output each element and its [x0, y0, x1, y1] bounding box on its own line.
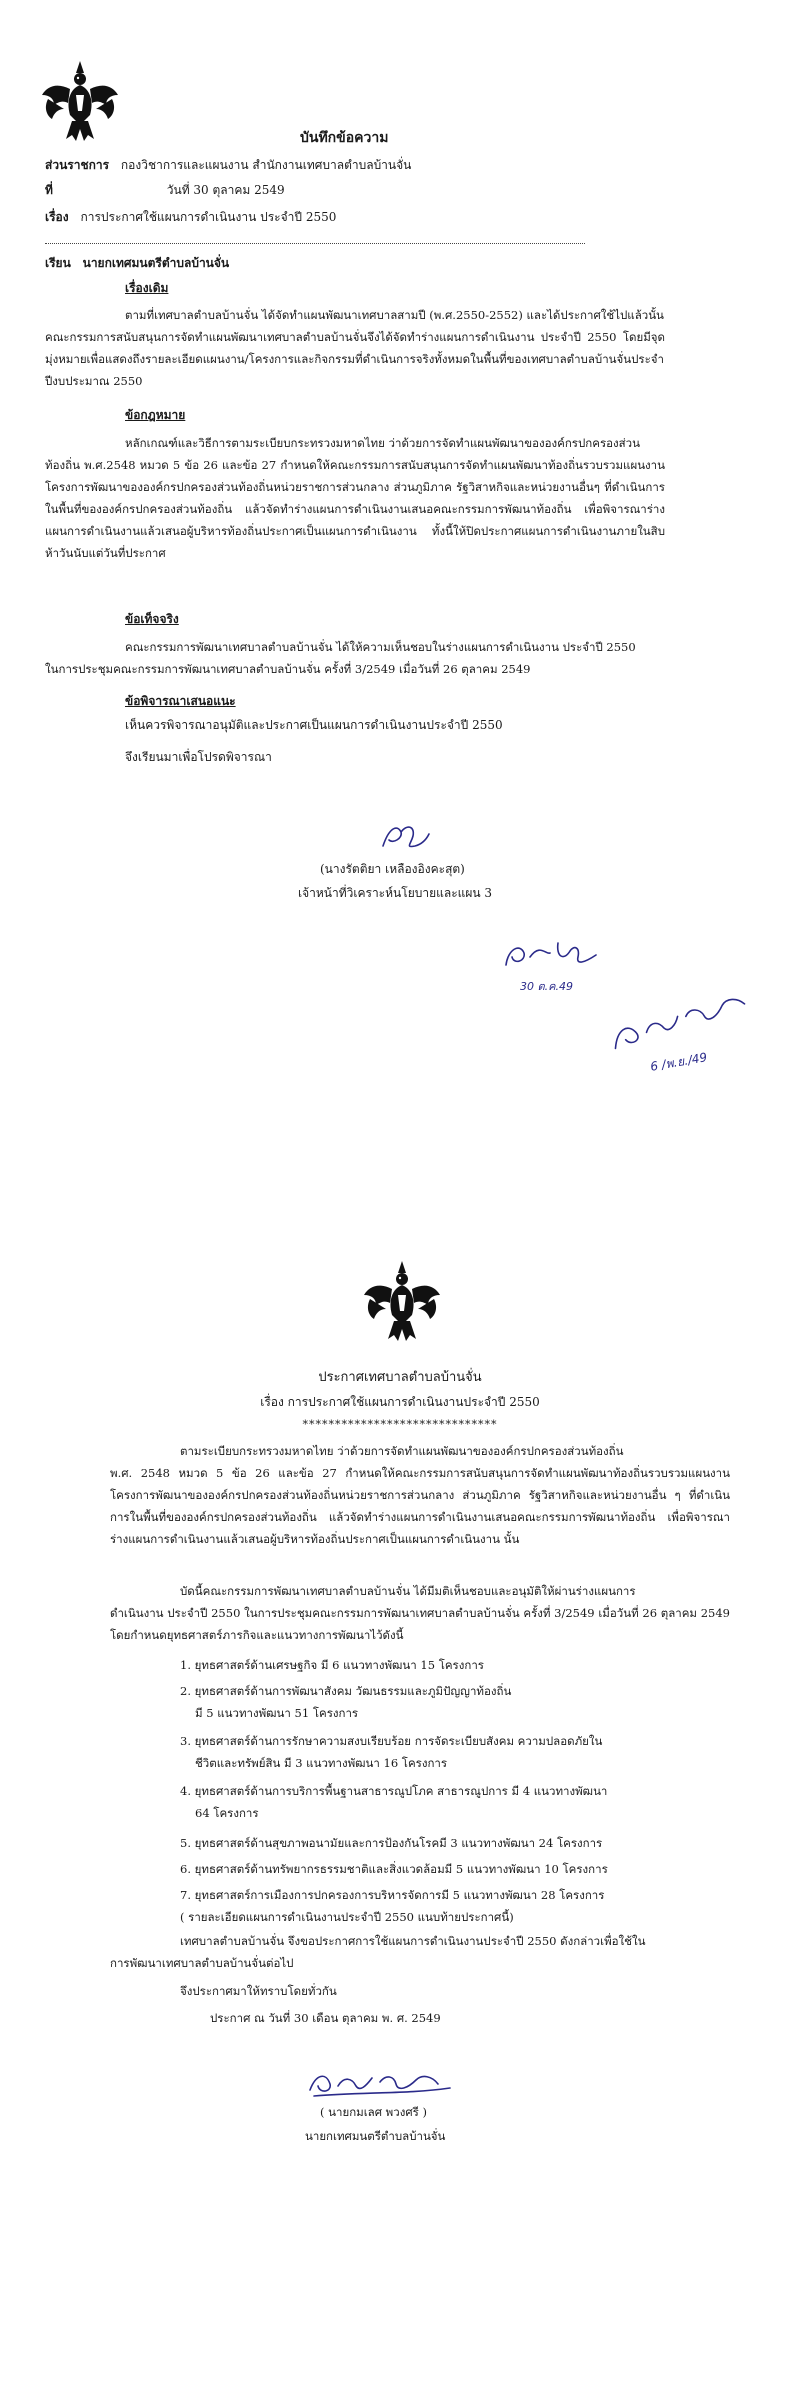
para-text: คณะกรรมการพัฒนาเทศบาลตำบลบ้านจั่น ได้ให้ความเห็นชอบในร่างแผนการดำเนินงาน ประจำปี 2550 [125, 640, 636, 654]
to-label: เรียน [45, 256, 71, 270]
memo-emblem [40, 55, 120, 149]
announce-subject: เรื่อง การประกาศใช้แผนการดำเนินงานประจำปี 2550 [260, 1395, 540, 1409]
memo-signer-name: (นางรัตติยา เหลืองอิงคะสุต) [320, 862, 465, 876]
para-text: คณะกรรมการสนับสนุนการจัดทำแผนพัฒนาเทศบาลตำบลบ้านจั่นจึงได้จัดทำร่างแผนการดำเนินงาน ประจำปี 2550 โดยมีจุดมุ่งหมายเพื่อแสดงถึงรายละเอียดแผนงาน/โครงการและกิจกรรมที่ดำเนินการจริงทั้งหมดในพื้นที่ของเทศบาลตำบลบ้านจั่นประจำปีงบประมาณ 2550 [45, 330, 665, 388]
memo-to-row [45, 256, 229, 270]
para-text: ตามที่เทศบาลตำบลบ้านจั่น ได้จัดทำแผนพัฒนาเทศบาลสามปี (พ.ศ.2550-2552) และได้ประกาศใช้ไปแล้วนั้น [125, 308, 664, 322]
section-law-heading: ข้อกฎหมาย [125, 408, 186, 422]
hand-date-1: 30 ต.ค.49 [520, 980, 573, 993]
list-item: 6. ยุทธศาสตร์ด้านทรัพยากรธรรมชาติและสิ่งแวดล้อมมี 5 แนวทางพัฒนา 10 โครงการ [180, 1862, 608, 1876]
memo-date: วันที่ 30 ตุลาคม 2549 [166, 183, 285, 197]
list-item: 64 โครงการ [195, 1806, 259, 1820]
list-item: 4. ยุทธศาสตร์ด้านการบริการพื้นฐานสาธารณูปโภค สาธารณูปการ มี 4 แนวทางพัฒนา [180, 1784, 608, 1798]
list-item: 3. ยุทธศาสตร์ด้านการรักษาความสงบเรียบร้อย การจัดระเบียบสังคม ความปลอดภัยใน [180, 1734, 603, 1748]
announce-para-3 [110, 1930, 750, 1974]
subject-label: เรื่อง [45, 210, 69, 224]
para-text: การพัฒนาเทศบาลตำบลบ้านจั่นต่อไป [110, 1956, 294, 1970]
memo-signer-position: เจ้าหน้าที่วิเคราะห์นโยบายและแผน 3 [298, 886, 493, 900]
section-original-body [45, 304, 665, 392]
agency-value: กองวิชาการและแผนงาน สำนักงานเทศบาลตำบลบ้านจั่น [120, 158, 412, 172]
memo-subject-row [45, 210, 336, 224]
hand-date-2: 6 /พ.ย./49 [649, 1050, 709, 1074]
list-item: มี 5 แนวทางพัฒนา 51 โครงการ [195, 1706, 359, 1720]
announce-title: ประกาศเทศบาลตำบลบ้านจั่น [318, 1370, 482, 1385]
para-line [45, 304, 665, 326]
announce-emblem [362, 1255, 442, 1349]
para-text: ในการประชุมคณะกรรมการพัฒนาเทศบาลตำบลบ้านจั่น ครั้งที่ 3/2549 เมื่อวันที่ 26 ตุลาคม 2549 [45, 662, 531, 676]
para-text: หลักเกณฑ์และวิธีการตามระเบียบกระทรวงมหาดไทย ว่าด้วยการจัดทำแผนพัฒนาขององค์กรปกครองส่วน [125, 436, 640, 450]
ref-label: ที่ [45, 183, 53, 197]
para-text: ดำเนินงาน ประจำปี 2550 ในการประชุมคณะกรรมการพัฒนาเทศบาลตำบลบ้านจั่น ครั้งที่ 3/2549 เมื่อวันที่ 26 ตุลาคม 2549 โดยกำหนดยุทธศาสตร์ภารกิจและแนวทางการพัฒนาไว้ดังนี้ [110, 1606, 730, 1642]
para-text: พ.ศ. 2548 หมวด 5 ข้อ 26 และข้อ 27 กำหนดให้คณะกรรมการสนับสนุนการจัดทำแผนพัฒนาท้องถิ่นรวบรวมแผนงาน โครงการพัฒนาขององค์กรปกครองส่วนท้องถิ่นหน่วยราชการส่วนกลาง ส่วนภูมิภาค รัฐวิสาหกิจและหน่วยงานอื่น ๆ ที่ดำเนินการในพื้นที่ขององค์กรปกครองส่วนท้องถิ่น แล้วจัดทำร่างแผนการดำเนินงานเสนอคณะกรรมการพัฒนาท้องถิ่น เพื่อพิจารณาร่างแผนการดำเนินงานแล้วเสนอผู้บริหารท้องถิ่นประกาศเป็นแผนการดำเนินงาน นั้น [110, 1466, 730, 1546]
memo-title: บันทึกข้อความ [300, 130, 389, 146]
para-line [110, 1440, 730, 1462]
memo-closing: จึงเรียนมาเพื่อโปรดพิจารณา [125, 750, 272, 764]
para-line [45, 432, 665, 454]
list-item: 2. ยุทธศาสตร์ด้านการพัฒนาสังคม วัฒนธรรมและภูมิปัญญาท้องถิ่น [180, 1684, 512, 1698]
para-text: เทศบาลตำบลบ้านจั่น จึงขอประกาศการใช้แผนการดำเนินงานประจำปี 2550 ดังกล่าวเพื่อใช้ใน [180, 1934, 646, 1948]
list-item: 5. ยุทธศาสตร์ด้านสุขภาพอนามัยและการป้องกันโรคมี 3 แนวทางพัฒนา 24 โครงการ [180, 1836, 603, 1850]
memo-agency-row [45, 158, 411, 172]
announce-para-2 [110, 1580, 730, 1646]
memo-signature-mark [375, 818, 435, 858]
to-value: นายกเทศมนตรีตำบลบ้านจั่น [82, 256, 230, 270]
announce-given-date: ประกาศ ณ วันที่ 30 เดือน ตุลาคม พ. ศ. 2549 [210, 2011, 441, 2025]
list-item: ( รายละเอียดแผนการดำเนินงานประจำปี 2550 แนบท้ายประกาศนี้) [180, 1910, 514, 1924]
announce-signer-position: นายกเทศมนตรีตำบลบ้านจั่น [305, 2129, 446, 2143]
memo-divider [45, 243, 585, 244]
announce-signature-mark [300, 2062, 460, 2102]
announce-para-1 [110, 1440, 730, 1550]
para-line [110, 1580, 730, 1602]
announce-notice: จึงประกาศมาให้ทราบโดยทั่วกัน [180, 1984, 337, 1998]
approval-signature-1 [500, 935, 610, 977]
subject-value: การประกาศใช้แผนการดำเนินงาน ประจำปี 2550 [80, 210, 337, 224]
section-original-heading: เรื่องเดิม [125, 281, 169, 295]
list-item: 1. ยุทธศาสตร์ด้านเศรษฐกิจ มี 6 แนวทางพัฒนา 15 โครงการ [180, 1658, 484, 1672]
list-item: 7. ยุทธศาสตร์การเมืองการปกครองการบริหารจัดการมี 5 แนวทางพัฒนา 28 โครงการ [180, 1888, 605, 1902]
memo-ref-row [45, 183, 285, 197]
announce-divider-stars: ****************************** [302, 1418, 498, 1431]
section-facts-heading: ข้อเท็จจริง [125, 612, 179, 626]
announce-signer-name: ( นายกมเลศ พวงศรี ) [320, 2105, 427, 2119]
garuda-emblem-icon [362, 1255, 442, 1345]
approval-signature-2 [601, 981, 758, 1064]
para-text: ตามระเบียบกระทรวงมหาดไทย ว่าด้วยการจัดทำแผนพัฒนาขององค์กรปกครองส่วนท้องถิ่น [180, 1444, 624, 1458]
garuda-emblem-icon [40, 55, 120, 145]
agency-label: ส่วนราชการ [45, 158, 110, 172]
section-law-body [45, 432, 665, 564]
para-text: บัดนี้คณะกรรมการพัฒนาเทศบาลตำบลบ้านจั่น ได้มีมติเห็นชอบและอนุมัติให้ผ่านร่างแผนการ [180, 1584, 636, 1598]
section-facts-body [45, 636, 685, 680]
section-recommend-heading: ข้อพิจารณาเสนอแนะ [125, 694, 236, 708]
section-recommend-body: เห็นควรพิจารณาอนุมัติและประกาศเป็นแผนการดำเนินงานประจำปี 2550 [125, 718, 503, 732]
list-item: ชีวิตและทรัพย์สิน มี 3 แนวทางพัฒนา 16 โครงการ [195, 1756, 448, 1770]
para-text: ท้องถิ่น พ.ศ.2548 หมวด 5 ข้อ 26 และข้อ 27 กำหนดให้คณะกรรมการสนับสนุนการจัดทำแผนพัฒนาท้องถิ่นรวบรวมแผนงาน โครงการพัฒนาขององค์กรปกครองส่วนท้องถิ่นหน่วยราชการส่วนกลาง ส่วนภูมิภาค รัฐวิสาหกิจและหน่วยงานอื่นๆ ที่ดำเนินการในพื้นที่ขององค์กรปกครองส่วนท้องถิ่น แล้วจัดทำร่างแผนการดำเนินงานเสนอคณะกรรมการพัฒนาท้องถิ่น เพื่อพิจารณาร่างแผนการดำเนินงานแล้วเสนอผู้บริหารท้องถิ่นประกาศเป็นแผนการดำเนินงาน ทั้งนี้ให้ปิดประกาศแผนการดำเนินงานภายในสิบห้าวันนับแต่วันที่ประกาศ [45, 458, 665, 560]
